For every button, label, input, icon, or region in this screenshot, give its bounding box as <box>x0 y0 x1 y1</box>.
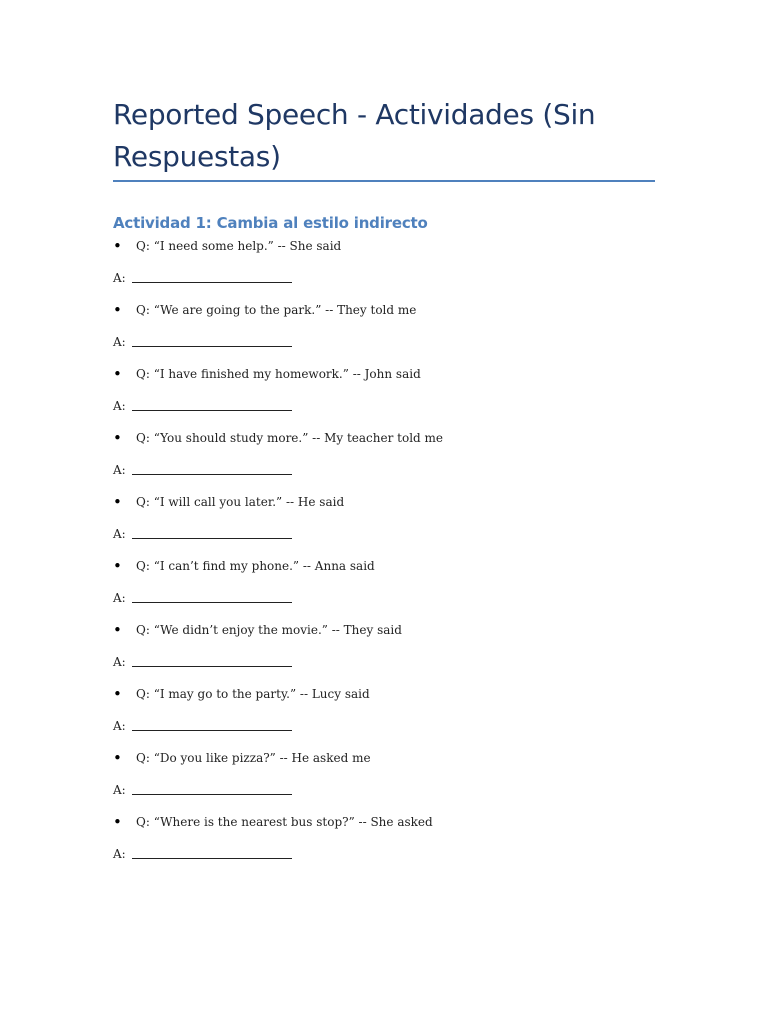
exercise-item <box>113 812 655 876</box>
question-text: Q: “Where is the nearest bus stop?” -- She asked <box>136 815 433 829</box>
answer-row <box>113 652 292 672</box>
question-text: Q: “I will call you later.” -- He said <box>136 495 345 509</box>
question-text: Q: “I may go to the party.” -- Lucy said <box>136 687 370 701</box>
answer-row <box>113 332 292 352</box>
answer-blank-line <box>132 332 292 347</box>
answer-row <box>113 268 292 288</box>
question-text: Q: “I can’t find my phone.” -- Anna said <box>136 559 375 573</box>
bullet-icon: • <box>113 365 122 383</box>
bullet-icon: • <box>113 557 122 575</box>
bullet-icon: • <box>113 749 122 767</box>
answer-blank-line <box>132 396 292 411</box>
question-text: Q: “I need some help.” -- She said <box>136 239 342 253</box>
exercise-item <box>113 748 655 812</box>
exercise-item <box>113 236 655 300</box>
answer-label: A: <box>113 783 126 797</box>
answer-row <box>113 396 292 416</box>
answer-label: A: <box>113 399 126 413</box>
exercise-item <box>113 492 655 556</box>
exercise-item <box>113 300 655 364</box>
answer-blank-line <box>132 652 292 667</box>
exercise-item <box>113 620 655 684</box>
answer-label: A: <box>113 719 126 733</box>
exercise-item <box>113 556 655 620</box>
bullet-icon: • <box>113 429 122 447</box>
answer-label: A: <box>113 335 126 349</box>
title-divider <box>113 180 655 182</box>
answer-label: A: <box>113 463 126 477</box>
answer-blank-line <box>132 524 292 539</box>
answer-label: A: <box>113 271 126 285</box>
bullet-icon: • <box>113 237 122 255</box>
answer-blank-line <box>132 716 292 731</box>
answer-row <box>113 716 292 736</box>
question-text: Q: “We are going to the park.” -- They told me <box>136 303 417 317</box>
page-title: Reported Speech - Actividades (Sin Respuestas) <box>113 98 596 173</box>
question-text: Q: “We didn’t enjoy the movie.” -- They said <box>136 623 402 637</box>
answer-blank-line <box>132 268 292 283</box>
answer-blank-line <box>132 588 292 603</box>
answer-blank-line <box>132 460 292 475</box>
answer-row <box>113 588 292 608</box>
answer-label: A: <box>113 527 126 541</box>
answer-row <box>113 844 292 864</box>
answer-label: A: <box>113 847 126 861</box>
answer-label: A: <box>113 655 126 669</box>
bullet-icon: • <box>113 493 122 511</box>
answer-row <box>113 460 292 480</box>
exercise-item <box>113 428 655 492</box>
answer-blank-line <box>132 844 292 859</box>
bullet-icon: • <box>113 685 122 703</box>
bullet-icon: • <box>113 301 122 319</box>
bullet-icon: • <box>113 813 122 831</box>
bullet-icon: • <box>113 621 122 639</box>
question-text: Q: “I have finished my homework.” -- John said <box>136 367 421 381</box>
question-text: Q: “You should study more.” -- My teacher told me <box>136 431 444 445</box>
question-text: Q: “Do you like pizza?” -- He asked me <box>136 751 371 765</box>
exercise-item <box>113 364 655 428</box>
answer-row <box>113 780 292 800</box>
answer-blank-line <box>132 780 292 795</box>
exercise-item <box>113 684 655 748</box>
exercise-list <box>113 236 655 876</box>
answer-row <box>113 524 292 544</box>
section-heading: Actividad 1: Cambia al estilo indirecto <box>113 214 428 232</box>
answer-label: A: <box>113 591 126 605</box>
